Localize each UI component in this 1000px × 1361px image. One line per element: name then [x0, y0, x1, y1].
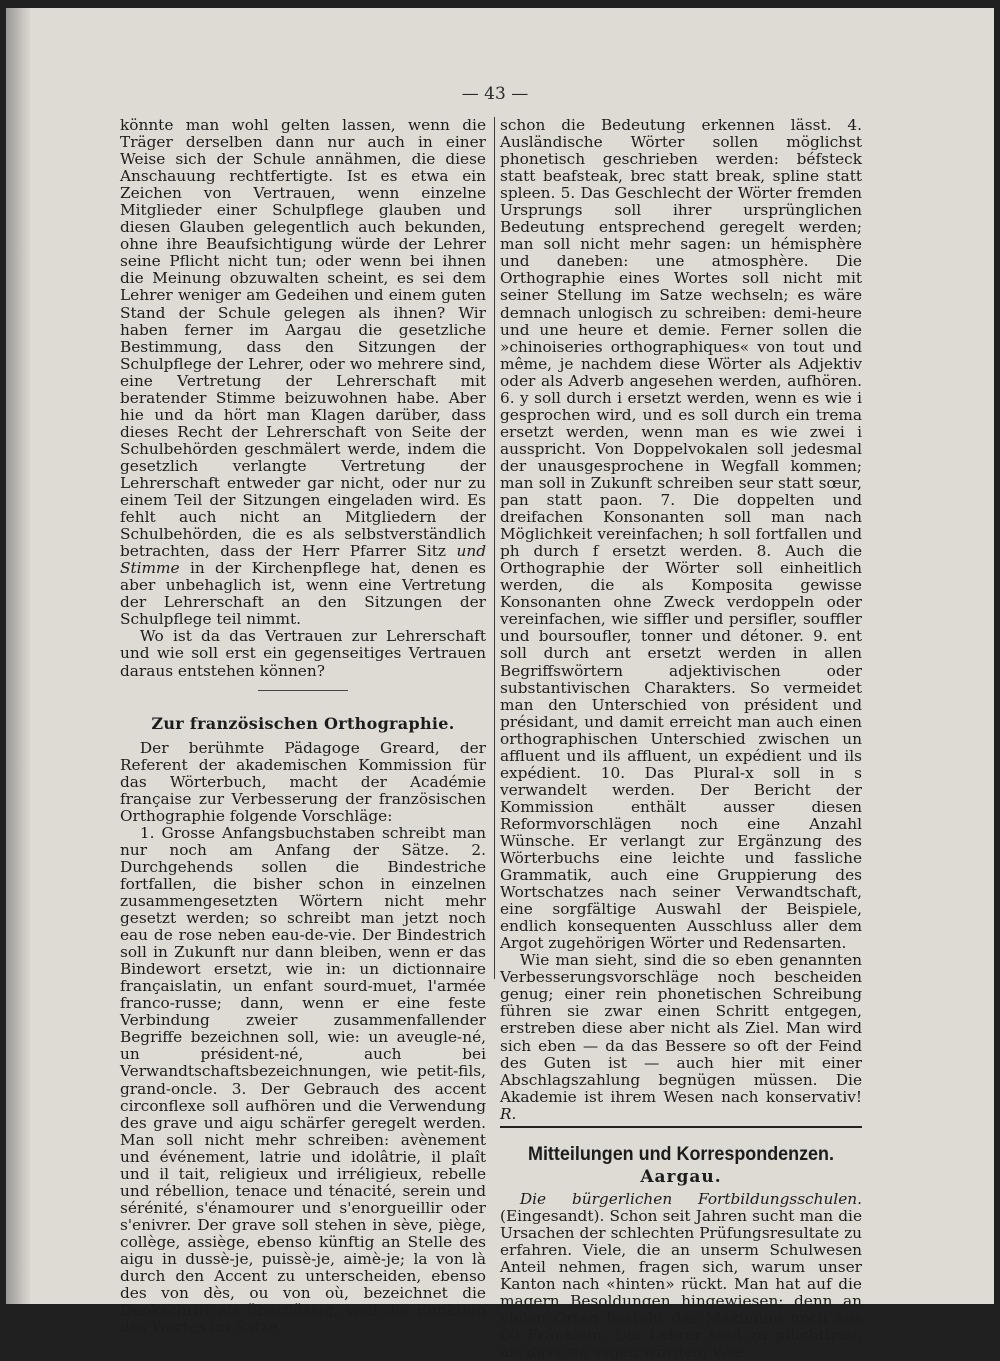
- left-paragraph-1: [120, 117, 486, 628]
- book-spine-shadow: [6, 8, 30, 1304]
- sub-heading: Aargau.: [640, 1166, 722, 1187]
- section-title: Zur französischen Orthographie.: [151, 713, 455, 733]
- right-column: [500, 117, 862, 1361]
- right-paragraph-1: schon die Bedeutung erkennen lässt. 4. Ausländische Wörter sollen möglichst phonetisch geschrieben werden: béfsteck statt beafsteak, brec statt break, spline statt spleen. 5. Das Geschlecht der Wörter fremden Ursprungs soll ihrer ursprünglichen Bedeutung entsprechend geregelt werden; man soll nicht mehr sagen: un hémisphère und daneben: une atmosphère. Die Orthographie eines Wortes soll nicht mit seiner Stellung im Satze wechseln; es wäre demnach unlogisch zu schreiben: demi-heure und une heure et demie. Ferner sollen die »chinoiseries orthographiques« von tout und même, je nachdem diese Wörter als Adjektiv oder als Adverb angesehen werden, aufhören. 6. y soll durch i ersetzt werden, wenn es wie i gesprochen wird, und es soll durch ein trema ersetzt werden, wenn man es wie zwei i ausspricht. Von Doppelvokalen soll jedesmal der unausgesprochene in Wegfall kommen; man soll in Zukunft schreiben seur statt sœur, pan statt paon. 7. Die doppelten und dreifachen Konsonanten soll man nach Möglichkeit vereinfachen; h soll fortfallen und ph durch f ersetzt werden. 8. Auch die Orthographie der Wörter soll einheitlich werden, die als Komposita gewisse Konsonanten ohne Zweck verdoppeln oder vereinfachen, wie siffler und persifler, souffler und boursoufler, tonner und détoner. 9. ent soll durch ant ersetzt werden in allen Begriffswörtern adjektivischen oder substantivischen Charakters. So vermeidet man den Unterschied von président und présidant, und damit erreicht man auch einen orthographischen Unterschied zwischen un affluent und ils affluent, un expédient und ils expédient. 10. Das Plural-x soll in s verwandelt werden. Der Bericht der Kommission enthält ausser diesen Reformvorschlägen noch eine Anzahl Wünsche. Er verlangt zur Ergänzung des Wörterbuchs eine leichte und fassliche Grammatik, auch eine Gruppierung des Wortschatzes nach seiner Verwandtschaft, eine sorgfältige Auswahl der Beispiele, endlich konsequenten Ausschluss aller dem Argot zugehörigen Wörter und Redensarten.: [500, 116, 862, 953]
- section-divider: [258, 690, 348, 691]
- heading-rule: [500, 1126, 862, 1128]
- final-italic: Die bürgerlichen Fortbildungsschulen.: [519, 1189, 862, 1208]
- section-body: 1. Grosse Anfangsbuchstaben schreibt man nur noch am Anfang der Sätze. 2. Durchgehends sollen die Bindestriche fortfallen, die bisher schon in einzelnen zusammengesetzten Wörtern nicht mehr gesetzt werden; so schreibt man jetzt noch eau de rose neben eau-de-vie. Der Bindestrich soll in Zukunft nur dann bleiben, wenn er das Bindewort ersetzt, wie in: un dictionnaire françaislatin, un enfant sourd-muet, l'armée franco-russe; dann, wenn er eine feste Verbindung zweier zusammenfallender Begriffe bezeichnen soll, wie: un aveugle-né, un président-né, auch bei Verwandtschaftsbezeichnungen, wie petit-fils, grand-oncle. 3. Der Gebrauch des accent circonflexe soll aufhören und die Verwendung des grave und aigu schärfer geregelt werden. Man soll nicht mehr schreiben: avènement und événement, latrie und idolâtrie, il plaît und il tait, religieux und irréligieux, rebelle und rébellion, tenace und ténacité, serein und sérénité, s'énamourer und s'enorgueillir oder s'enivrer. Der grave soll stehen in sève, piège, collège, assiège, ebenso künftig an Stelle des aigu in dussè-je, puissè-je, aimè-je; la von là durch den Accent zu unterscheiden, ebenso des von dès, ou von où, bezeichnet die Denkschrift als überflüssig, weil die Funktion des Wortes im Satze: [120, 823, 486, 1337]
- left-paragraph-1-end: in der Kirchenpflege hat, denen es aber unbehaglich ist, wenn eine Vertretung der Lehrerschaft an den Sitzungen der Schulpflege teil nimmt.: [120, 559, 486, 629]
- left-paragraph-1-italic: und Stimme: [120, 542, 486, 578]
- signature: R.: [500, 1104, 517, 1123]
- section-intro: Der berühmte Pädagoge Greard, der Referent der akademischen Kommission für das Wörterbuch, macht der Académie française zur Verbesserung der französischen Orthographie folgende Vorschläge:: [120, 738, 486, 825]
- left-paragraph-2: Wo ist da das Vertrauen zur Lehrerschaft und wie soll erst ein gegenseitiges Vertrauen daraus entstehen können?: [120, 627, 486, 680]
- column-rule: [494, 117, 495, 979]
- main-heading: Mitteilungen und Korrespondenzen.: [528, 1142, 834, 1165]
- page-number: — 43 —: [461, 84, 529, 104]
- final-text: (Eingesandt). Schon seit Jahren sucht man die Ursachen der schlechten Prüfungsresultate zu erfahren. Viele, die an unserm Schulwesen Anteil nehmen, fragen sich, warum unser Kanton nach «hinten» rückt. Man hat auf die magern Besoldungen hingewiesen; denn an vielen Orten besteht das Maximum noch aus 60 Fränklein. Die Lehrer sind zu pflichttreu, als dass sie sagen würden: Wie: [500, 1206, 862, 1361]
- right-paragraph-2: [500, 952, 862, 1122]
- left-column: [120, 117, 486, 1336]
- right-final-paragraph: [500, 1191, 862, 1361]
- right-paragraph-2-text: Wie man sieht, sind die so eben genannten Verbesserungsvorschläge noch bescheiden genug; einer rein phonetischen Schreibung führen sie zwar einen Schritt entgegen, erstreben diese aber nicht als Ziel. Man wird sich eben — da das Bessere so oft der Feind des Guten ist — auch hier mit einer Abschlagszahlung begnügen müssen. Die Akademie ist ihrem Wesen nach konservativ!: [500, 951, 862, 1106]
- left-paragraph-1-text: könnte man wohl gelten lassen, wenn die Träger derselben dann nur auch in einer Weise sich der Schule annähmen, die diese Anschauung rechtfertigte. Ist es etwa ein Zeichen von Vertrauen, wenn einzelne Mitglieder einer Schulpflege glauben und diesen Glauben gelegentlich auch bekunden, ohne ihre Beaufsichtigung würde der Lehrer seine Pflicht nicht tun; oder wenn bei ihnen die Meinung obzuwalten scheint, es sei dem Lehrer weniger am Gedeihen und einem guten Stand der Schule gelegen als ihnen? Wir haben ferner im Aargau die gesetzliche Bestimmung, dass den Sitzungen der Schulpflege der Lehrer, oder wo mehrere sind, eine Vertretung der Lehrerschaft mit beratender Stimme beizuwohnen habe. Aber hie und da hört man Klagen darüber, dass dieses Recht der Lehrerschaft von Seite der Schulbehörden geschmälert werde, indem die gesetzlich verlangte Vertretung der Lehrerschaft entweder gar nicht, oder nur zu einem Teil der Sitzungen eingeladen wird. Es fehlt auch nicht an Mitgliedern der Schulbehörden, die es als selbstverständlich betrachten, dass der Herr Pfarrer Sitz: [120, 116, 486, 561]
